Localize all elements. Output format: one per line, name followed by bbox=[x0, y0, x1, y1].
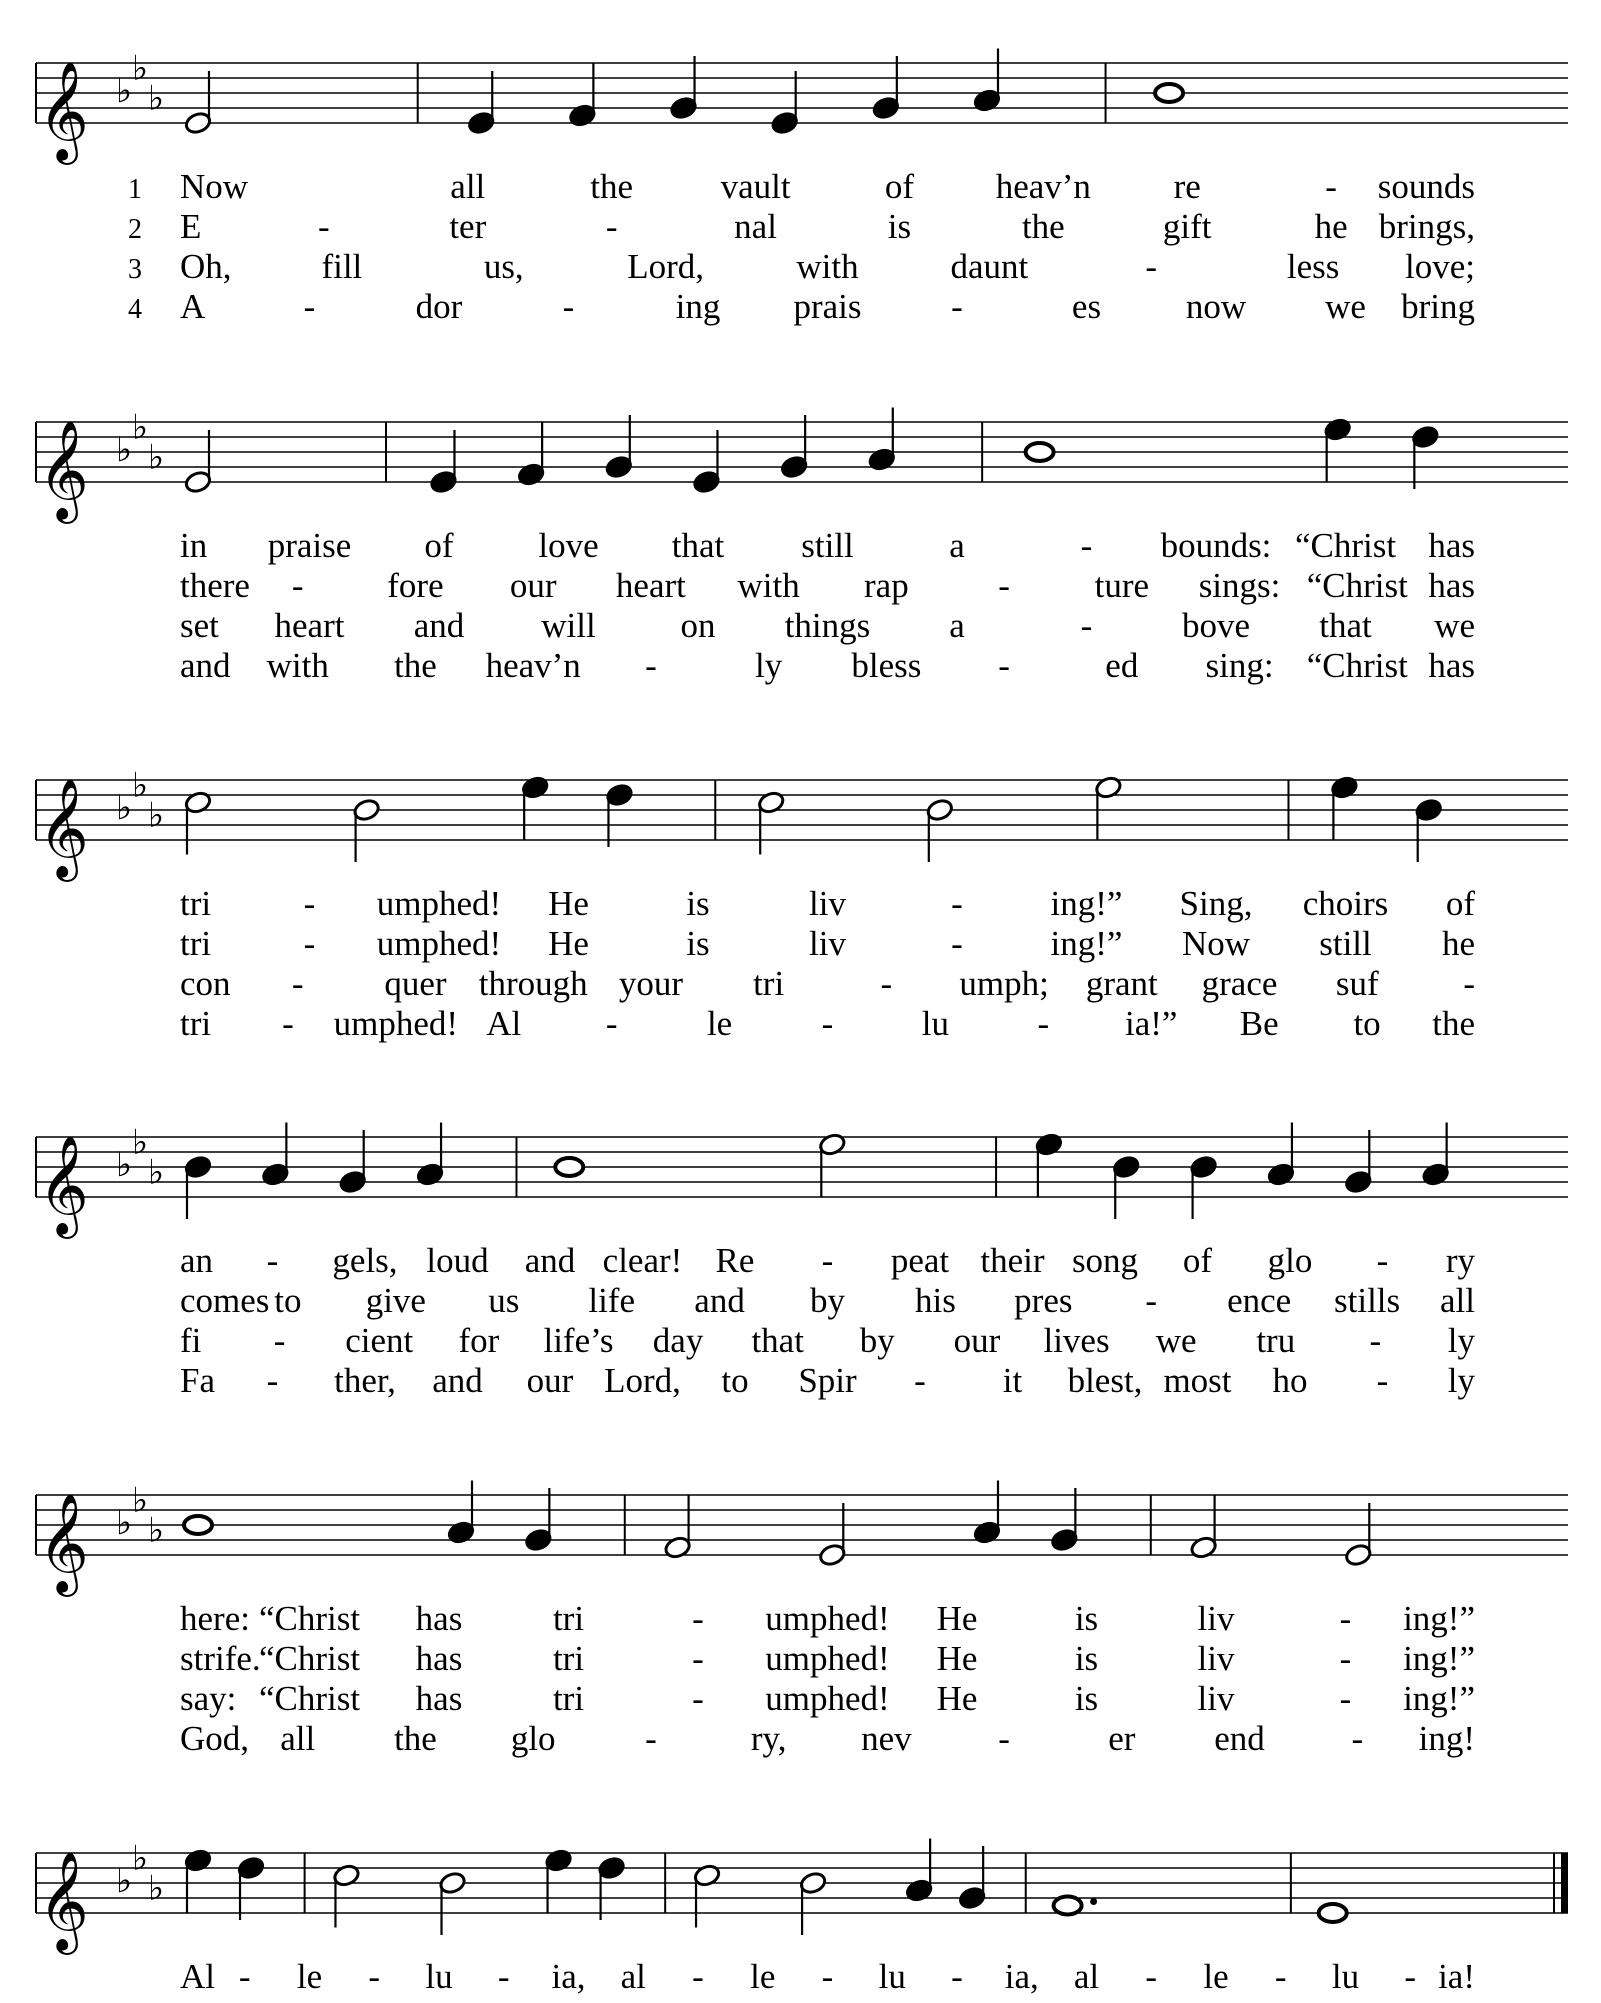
lyric-syllable: has bbox=[415, 1599, 463, 1638]
lyric-syllable: praise bbox=[267, 526, 352, 565]
lyric-syllable: sings: bbox=[1198, 566, 1281, 605]
lyric-syllable: a bbox=[949, 526, 965, 565]
lyric-syllable: Al bbox=[180, 1957, 215, 1996]
lyric-syllable: of bbox=[424, 526, 454, 565]
lyric-syllable: we bbox=[1155, 1321, 1197, 1360]
lyric-hyphen: - bbox=[1145, 1281, 1158, 1320]
lyric-syllable: liv bbox=[1197, 1639, 1235, 1678]
lyric-syllable: things bbox=[784, 606, 871, 645]
lyric-syllable: is bbox=[1074, 1599, 1099, 1638]
lyric-syllable: is bbox=[1074, 1639, 1099, 1678]
lyric-syllable: er bbox=[1108, 1719, 1136, 1758]
lyric-syllable: your bbox=[618, 964, 683, 1003]
lyric-syllable: Lord, bbox=[604, 1361, 681, 1400]
lyric-syllable: glo bbox=[510, 1719, 556, 1758]
lyric-syllable: all bbox=[280, 1719, 316, 1758]
lyric-syllable: liv bbox=[809, 924, 846, 963]
lyric-syllable: liv bbox=[1197, 1599, 1235, 1638]
lyric-syllable: Al bbox=[486, 1004, 522, 1043]
lyric-syllable: heart bbox=[615, 566, 686, 605]
lyric-syllable: fi bbox=[180, 1321, 202, 1360]
lyric-syllable: ing!” bbox=[1050, 884, 1123, 923]
lyric-syllable: brings, bbox=[1378, 207, 1475, 246]
lyric-hyphen: - bbox=[1404, 1957, 1417, 1996]
flat-icon: ♭ bbox=[116, 71, 133, 111]
lyric-syllable: of bbox=[1182, 1241, 1213, 1280]
lyric-syllable: “Christ bbox=[258, 1679, 361, 1718]
lyric-syllable: quer bbox=[384, 964, 447, 1003]
lyric-hyphen: - bbox=[303, 884, 316, 923]
treble-clef-icon: 𝄞 bbox=[38, 1493, 89, 1593]
lyric-syllable: we bbox=[1434, 606, 1475, 645]
lyric-syllable: is bbox=[686, 884, 710, 923]
lyric-syllable: tru bbox=[1256, 1321, 1296, 1360]
flat-icon: ♭ bbox=[132, 1122, 149, 1163]
lyric-syllable: Oh, bbox=[180, 247, 232, 286]
verse-number: 3 bbox=[128, 254, 142, 285]
lyric-hyphen: - bbox=[318, 207, 330, 246]
lyric-syllable: bless bbox=[851, 646, 922, 685]
lyric-syllable: “Christ bbox=[1306, 566, 1408, 605]
lyric-syllable: tri bbox=[180, 1004, 212, 1043]
lyric-syllable: is bbox=[887, 207, 912, 246]
lyric-syllable: and bbox=[413, 606, 465, 645]
lyric-syllable: has bbox=[415, 1679, 463, 1718]
lyric-syllable: will bbox=[541, 606, 596, 645]
lyric-syllable: that bbox=[671, 526, 725, 565]
whole-note bbox=[1026, 443, 1054, 461]
lyric-syllable: He bbox=[936, 1639, 978, 1678]
lyric-syllable: al bbox=[1073, 1957, 1100, 1996]
lyric-syllable: for bbox=[458, 1321, 500, 1360]
lyric-syllable: heart bbox=[274, 606, 345, 645]
lyric-syllable: ed bbox=[1105, 646, 1139, 685]
lyric-syllable: blest, bbox=[1067, 1361, 1143, 1400]
lyric-hyphen: - bbox=[821, 1241, 834, 1280]
lyric-syllable: our bbox=[509, 566, 557, 605]
lyric-syllable: “Christ bbox=[258, 1639, 361, 1678]
lyric-hyphen: - bbox=[692, 1957, 704, 1996]
lyric-syllable: ly bbox=[1447, 1321, 1475, 1360]
augmentation-dot bbox=[1090, 1898, 1097, 1905]
verse-number: 1 bbox=[128, 174, 142, 205]
lyric-syllable: us, bbox=[483, 247, 524, 286]
lyric-hyphen: - bbox=[1080, 606, 1093, 645]
lyric-hyphen: - bbox=[266, 1361, 279, 1400]
treble-clef-icon: 𝄞 bbox=[38, 1135, 89, 1235]
lyric-hyphen: - bbox=[1351, 1719, 1364, 1758]
lyric-hyphen: - bbox=[951, 1957, 963, 1996]
lyric-syllable: cient bbox=[345, 1321, 414, 1360]
lyric-syllable: tri bbox=[753, 964, 785, 1003]
lyric-syllable: umphed! bbox=[376, 884, 502, 923]
treble-clef-icon: 𝄞 bbox=[38, 420, 89, 520]
lyric-syllable: he bbox=[1441, 924, 1475, 963]
lyric-hyphen: - bbox=[998, 1719, 1010, 1758]
treble-clef-icon: 𝄞 bbox=[38, 778, 89, 878]
lyric-syllable: by bbox=[859, 1321, 895, 1360]
lyric-syllable: liv bbox=[809, 884, 846, 923]
lyric-hyphen: - bbox=[692, 1679, 704, 1718]
lyric-hyphen: - bbox=[1274, 1957, 1287, 1996]
lyric-syllable: that bbox=[751, 1321, 804, 1360]
lyric-hyphen: - bbox=[303, 924, 316, 963]
lyric-syllable: A bbox=[180, 287, 206, 326]
lyric-syllable: has bbox=[1428, 646, 1475, 685]
flat-icon: ♭ bbox=[116, 1145, 133, 1185]
lyric-syllable: vault bbox=[720, 167, 791, 206]
lyric-syllable: “Christ bbox=[258, 1599, 361, 1638]
lyric-hyphen: - bbox=[562, 287, 575, 326]
lyric-syllable: that bbox=[1319, 606, 1372, 645]
lyric-syllable: is bbox=[686, 924, 710, 963]
lyric-syllable: stills bbox=[1334, 1281, 1401, 1320]
lyric-syllable: lu bbox=[878, 1957, 906, 1996]
lyric-syllable: Be bbox=[1239, 1004, 1279, 1043]
lyric-syllable: tri bbox=[552, 1599, 585, 1638]
lyric-syllable: love; bbox=[1405, 247, 1475, 286]
lyric-syllable: with bbox=[266, 646, 329, 685]
lyric-syllable: ing!” bbox=[1403, 1639, 1475, 1678]
lyric-syllable: life’s bbox=[543, 1321, 614, 1360]
lyric-syllable: nal bbox=[734, 207, 777, 246]
lyric-syllable: liv bbox=[1197, 1679, 1235, 1718]
lyric-syllable: in bbox=[180, 526, 208, 565]
lyric-syllable: by bbox=[810, 1281, 845, 1320]
lyric-hyphen: - bbox=[645, 646, 657, 685]
lyric-syllable: He bbox=[548, 884, 589, 923]
lyric-syllable: umphed! bbox=[765, 1599, 890, 1638]
lyric-hyphen: - bbox=[1369, 1321, 1382, 1360]
lyric-syllable: lu bbox=[921, 1004, 950, 1043]
lyric-syllable: the bbox=[394, 646, 437, 685]
lyric-hyphen: - bbox=[368, 1957, 381, 1996]
treble-clef-icon: 𝄞 bbox=[38, 61, 89, 161]
lyric-syllable: umph; bbox=[959, 964, 1049, 1003]
lyric-syllable: the bbox=[590, 167, 634, 206]
lyric-syllable: give bbox=[365, 1281, 426, 1320]
lyric-syllable: nev bbox=[861, 1719, 912, 1758]
flat-icon: ♭ bbox=[148, 1868, 165, 1909]
lyric-syllable: ho bbox=[1272, 1361, 1308, 1400]
lyric-hyphen: - bbox=[692, 1599, 704, 1638]
lyric-syllable: still bbox=[1319, 924, 1372, 963]
lyric-syllable: loud bbox=[426, 1241, 489, 1280]
lyric-syllable: has bbox=[1428, 526, 1475, 565]
lyric-syllable: grant bbox=[1085, 964, 1158, 1003]
lyric-syllable: re bbox=[1173, 167, 1201, 206]
lyric-syllable: al bbox=[620, 1957, 646, 1996]
lyric-syllable: lu bbox=[425, 1957, 453, 1996]
lyric-syllable: an bbox=[180, 1241, 214, 1280]
lyric-syllable: is bbox=[1074, 1679, 1099, 1718]
lyric-syllable: tri bbox=[180, 884, 212, 923]
lyric-syllable: there bbox=[180, 566, 250, 605]
lyric-syllable: pres bbox=[1014, 1281, 1073, 1320]
lyric-syllable: sounds bbox=[1377, 167, 1475, 206]
lyric-syllable: us bbox=[488, 1281, 520, 1320]
lyric-syllable: and bbox=[524, 1241, 576, 1280]
lyric-syllable: has bbox=[1428, 566, 1475, 605]
lyric-syllable: it bbox=[1002, 1361, 1023, 1400]
lyric-hyphen: - bbox=[1339, 1599, 1352, 1638]
lyric-hyphen: - bbox=[1376, 1361, 1389, 1400]
lyric-hyphen: - bbox=[1145, 247, 1158, 286]
lyric-syllable: lu bbox=[1331, 1957, 1360, 1996]
lyric-syllable: and bbox=[180, 646, 231, 685]
lyric-syllable: lives bbox=[1043, 1321, 1110, 1360]
lyric-hyphen: - bbox=[1376, 1241, 1389, 1280]
lyric-syllable: God, bbox=[180, 1719, 250, 1758]
lyric-syllable: suf bbox=[1335, 964, 1379, 1003]
lyric-syllable: the bbox=[1021, 207, 1065, 246]
lyric-syllable: E bbox=[180, 207, 202, 246]
lyric-syllable: le bbox=[750, 1957, 776, 1996]
lyric-syllable: ia, bbox=[1004, 1957, 1039, 1996]
lyric-syllable: Lord, bbox=[627, 247, 705, 286]
lyric-syllable: now bbox=[1185, 287, 1247, 326]
lyric-syllable: ther, bbox=[334, 1361, 396, 1400]
lyric-syllable: gels, bbox=[332, 1241, 398, 1280]
lyric-syllable: ter bbox=[449, 207, 487, 246]
flat-icon: ♭ bbox=[148, 1152, 165, 1193]
lyric-syllable: peat bbox=[890, 1241, 950, 1280]
lyric-hyphen: - bbox=[1325, 167, 1337, 206]
lyric-syllable: strife. bbox=[180, 1639, 261, 1678]
lyric-syllable: say: bbox=[180, 1679, 237, 1718]
lyric-hyphen: - bbox=[1037, 1004, 1050, 1043]
lyric-syllable: le bbox=[296, 1957, 323, 1996]
lyric-hyphen: - bbox=[914, 1361, 926, 1400]
flat-icon: ♭ bbox=[132, 407, 149, 448]
lyric-syllable: tri bbox=[552, 1679, 585, 1718]
lyric-syllable: heav’n bbox=[995, 167, 1091, 206]
lyric-syllable: He bbox=[936, 1599, 978, 1638]
lyric-hyphen: - bbox=[692, 1639, 704, 1678]
lyric-syllable: le bbox=[706, 1004, 733, 1043]
lyric-syllable: the bbox=[1432, 1004, 1475, 1043]
lyric-hyphen: - bbox=[605, 1004, 618, 1043]
lyric-syllable: our bbox=[526, 1361, 574, 1400]
lyric-syllable: ing!” bbox=[1403, 1679, 1475, 1718]
flat-icon: ♭ bbox=[116, 788, 133, 828]
lyric-hyphen: - bbox=[645, 1719, 657, 1758]
lyric-syllable: has bbox=[415, 1639, 463, 1678]
lyric-syllable: ing! bbox=[1418, 1719, 1475, 1758]
lyric-syllable: ia, bbox=[551, 1957, 586, 1996]
final-barline-thick bbox=[1561, 1853, 1568, 1913]
lyric-syllable: Now bbox=[180, 167, 249, 206]
whole-note bbox=[184, 1516, 212, 1534]
flat-icon: ♭ bbox=[148, 78, 165, 119]
flat-icon: ♭ bbox=[132, 1480, 149, 1521]
lyric-syllable: day bbox=[652, 1321, 704, 1360]
lyric-syllable: we bbox=[1325, 287, 1366, 326]
lyric-syllable: bring bbox=[1401, 287, 1475, 326]
lyric-hyphen: - bbox=[821, 1957, 834, 1996]
lyric-syllable: he bbox=[1314, 207, 1348, 246]
lyric-hyphen: - bbox=[273, 1321, 286, 1360]
flat-icon: ♭ bbox=[116, 1861, 133, 1901]
whole-note bbox=[1054, 1897, 1082, 1915]
lyric-hyphen: - bbox=[1145, 1957, 1158, 1996]
lyric-syllable: sing: bbox=[1205, 646, 1274, 685]
lyric-syllable: ry bbox=[1445, 1241, 1475, 1280]
lyric-syllable: ing bbox=[675, 287, 721, 326]
lyric-syllable: ence bbox=[1227, 1281, 1292, 1320]
lyric-syllable: all bbox=[450, 167, 486, 206]
lyric-hyphen: - bbox=[282, 1004, 294, 1043]
lyric-syllable: less bbox=[1286, 247, 1340, 286]
lyric-hyphen: - bbox=[605, 207, 618, 246]
lyric-hyphen: - bbox=[266, 1241, 279, 1280]
lyric-syllable: tri bbox=[552, 1639, 585, 1678]
lyric-syllable: umphed! bbox=[333, 1004, 459, 1043]
lyric-syllable: bove bbox=[1181, 606, 1251, 645]
lyric-syllable: their bbox=[980, 1241, 1045, 1280]
lyric-syllable: to bbox=[274, 1281, 302, 1320]
lyric-syllable: on bbox=[680, 606, 716, 645]
lyric-syllable: Re bbox=[715, 1241, 755, 1280]
whole-note bbox=[555, 1158, 583, 1176]
lyric-hyphen: - bbox=[951, 924, 963, 963]
lyric-syllable: fore bbox=[387, 566, 444, 605]
lyric-hyphen: - bbox=[303, 287, 316, 326]
lyric-syllable: song bbox=[1071, 1241, 1139, 1280]
flat-icon: ♭ bbox=[148, 1510, 165, 1551]
lyric-syllable: umphed! bbox=[765, 1679, 890, 1718]
lyric-syllable: ia!” bbox=[1125, 1004, 1178, 1043]
lyric-syllable: ia! bbox=[1438, 1957, 1475, 1996]
flat-icon: ♭ bbox=[148, 437, 165, 478]
lyric-hyphen: - bbox=[1339, 1679, 1352, 1718]
lyric-hyphen: - bbox=[291, 964, 304, 1003]
lyric-syllable: end bbox=[1214, 1719, 1265, 1758]
flat-icon: ♭ bbox=[116, 430, 133, 470]
lyric-hyphen: - bbox=[998, 646, 1010, 685]
lyric-hyphen: - bbox=[1463, 964, 1475, 1003]
lyric-syllable: He bbox=[936, 1679, 978, 1718]
lyric-syllable: choirs bbox=[1302, 884, 1389, 923]
lyric-syllable: gift bbox=[1162, 207, 1212, 246]
lyric-hyphen: - bbox=[497, 1957, 510, 1996]
lyric-syllable: umphed! bbox=[765, 1639, 890, 1678]
lyric-hyphen: - bbox=[998, 566, 1010, 605]
lyric-syllable: still bbox=[801, 526, 854, 565]
lyric-syllable: le bbox=[1203, 1957, 1229, 1996]
lyric-syllable: bounds: bbox=[1160, 526, 1272, 565]
lyric-syllable: Spir bbox=[798, 1361, 857, 1400]
lyric-syllable: He bbox=[548, 924, 589, 963]
lyric-syllable: “Christ bbox=[1294, 526, 1397, 565]
flat-icon: ♭ bbox=[132, 1838, 149, 1879]
flat-icon: ♭ bbox=[148, 795, 165, 836]
lyric-syllable: tri bbox=[180, 924, 212, 963]
lyric-syllable: con bbox=[180, 964, 231, 1003]
lyric-syllable: with bbox=[796, 247, 859, 286]
lyric-hyphen: - bbox=[1339, 1639, 1352, 1678]
lyric-syllable: ing!” bbox=[1403, 1599, 1475, 1638]
lyric-syllable: fill bbox=[321, 247, 363, 286]
lyric-syllable: ly bbox=[755, 646, 783, 685]
flat-icon: ♭ bbox=[132, 48, 149, 89]
lyric-syllable: ing!” bbox=[1050, 924, 1123, 963]
lyric-syllable: and bbox=[694, 1281, 745, 1320]
whole-note bbox=[1155, 84, 1183, 102]
lyric-syllable: ry, bbox=[750, 1719, 787, 1758]
lyric-syllable: his bbox=[914, 1281, 956, 1320]
lyric-hyphen: - bbox=[821, 1004, 834, 1043]
lyric-syllable: a bbox=[949, 606, 965, 645]
lyric-syllable: with bbox=[737, 566, 800, 605]
lyric-syllable: most bbox=[1163, 1361, 1232, 1400]
whole-note bbox=[1319, 1904, 1347, 1922]
lyric-syllable: and bbox=[432, 1361, 483, 1400]
lyric-hyphen: - bbox=[951, 287, 963, 326]
lyric-syllable: Sing, bbox=[1179, 884, 1253, 923]
lyric-syllable: rap bbox=[864, 566, 909, 605]
lyric-syllable: love bbox=[538, 526, 599, 565]
lyric-syllable: ly bbox=[1447, 1361, 1475, 1400]
flat-icon: ♭ bbox=[132, 765, 149, 806]
lyric-syllable: through bbox=[478, 964, 588, 1003]
lyric-hyphen: - bbox=[291, 566, 304, 605]
lyric-hyphen: - bbox=[1080, 526, 1093, 565]
lyric-syllable: Fa bbox=[180, 1361, 215, 1400]
lyric-syllable: grace bbox=[1201, 964, 1278, 1003]
lyric-syllable: heav’n bbox=[485, 646, 581, 685]
lyric-syllable: of bbox=[884, 167, 915, 206]
lyric-syllable: all bbox=[1440, 1281, 1475, 1320]
lyric-syllable: clear! bbox=[602, 1241, 683, 1280]
lyric-syllable: es bbox=[1071, 287, 1102, 326]
lyric-syllable: here: bbox=[180, 1599, 250, 1638]
lyric-syllable: daunt bbox=[950, 247, 1029, 286]
lyric-syllable: glo bbox=[1267, 1241, 1313, 1280]
lyric-syllable: of bbox=[1445, 884, 1475, 923]
lyric-syllable: prais bbox=[793, 287, 862, 326]
treble-clef-icon: 𝄞 bbox=[38, 1851, 89, 1951]
lyric-syllable: life bbox=[588, 1281, 635, 1320]
lyric-hyphen: - bbox=[238, 1957, 251, 1996]
lyric-syllable: dor bbox=[415, 287, 463, 326]
lyric-syllable: the bbox=[394, 1719, 437, 1758]
lyric-syllable: to bbox=[1353, 1004, 1381, 1043]
lyric-hyphen: - bbox=[880, 964, 893, 1003]
lyric-syllable: “Christ bbox=[1306, 646, 1408, 685]
lyric-syllable: our bbox=[953, 1321, 1001, 1360]
lyric-hyphen: - bbox=[951, 884, 963, 923]
verse-number: 4 bbox=[128, 294, 142, 325]
lyric-syllable: umphed! bbox=[376, 924, 502, 963]
lyric-syllable: to bbox=[721, 1361, 749, 1400]
flat-icon: ♭ bbox=[116, 1503, 133, 1543]
lyric-syllable: comes bbox=[180, 1281, 270, 1320]
lyric-syllable: ture bbox=[1094, 566, 1150, 605]
lyric-syllable: Now bbox=[1181, 924, 1251, 963]
verse-number: 2 bbox=[128, 214, 142, 245]
lyric-syllable: set bbox=[180, 606, 219, 645]
